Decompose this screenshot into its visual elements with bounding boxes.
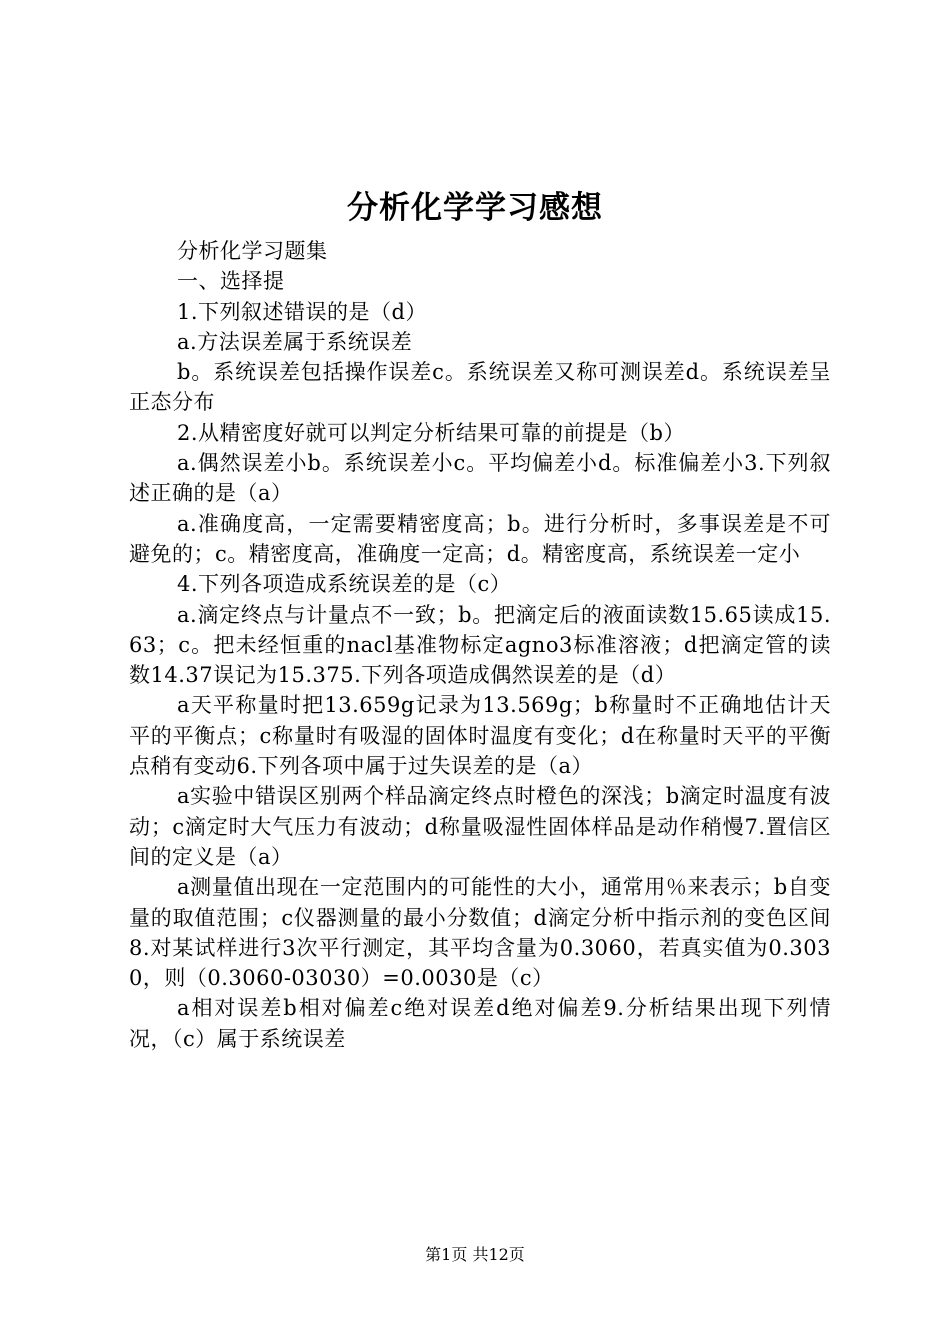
paragraph: a天平称量时把13.659g记录为13.569g；b称量时不正确地估计天平的平衡点；c称量时有吸湿的固体时温度有变化；d在称量时天平的平衡点稍有变动6.下列各项中属于过失误差的是（a） [129,693,831,779]
paragraph: 分析化学习题集 [177,239,328,263]
paragraph: 1.下列叙述错误的是（d） [177,299,427,324]
document-body [129,236,831,1054]
paragraph: 2.从精密度好就可以判定分析结果可靠的前提是（b） [177,420,685,445]
paragraph: 一、选择提 [177,269,285,294]
paragraph: a.滴定终点与计量点不一致；b。把滴定后的液面读数15.65读成15.63；c。把未经恒重的nacl基准物标定agno3标准溶液；d把滴定管的读数14.37误记为15.375.下列各项造成偶然误差的是（d） [129,602,831,688]
paragraph: a.方法误差属于系统误差 [177,329,413,354]
page-footer: 第1页 共12页 [425,1245,525,1264]
paragraph: 4.下列各项造成系统误差的是（c） [177,572,512,597]
paragraph: b。系统误差包括操作误差c。系统误差又称可测误差d。系统误差呈正态分布 [129,360,831,415]
paragraph: a实验中错误区别两个样品滴定终点时橙色的深浅；b滴定时温度有波动；c滴定时大气压力有波动；d称量吸湿性固体样品是动作稍慢7.置信区间的定义是（a） [129,784,831,869]
paragraph: a.准确度高，一定需要精密度高；b。进行分析时，多事误差是不可避免的；c。精密度高，准确度一定高；d。精密度高，系统误差一定小 [129,511,831,566]
paragraph: a.偶然误差小b。系统误差小c。平均偏差小d。标准偏差小3.下列叙述正确的是（a） [129,451,831,506]
paragraph: a相对误差b相对偏差c绝对误差d绝对偏差9.分析结果出现下列情况，（c）属于系统误差 [129,996,831,1051]
page-title: 分析化学学习感想 [347,190,603,226]
paragraph: a测量值出现在一定范围内的可能性的大小，通常用％来表示；b自变量的取值范围；c仪器测量的最小分数值；d滴定分析中指示剂的变色区间8.对某试样进行3次平行测定，其平均含量为0.3060，若真实值为0.3030，则（0.3060-03030）=0.0030是（c） [129,875,831,991]
